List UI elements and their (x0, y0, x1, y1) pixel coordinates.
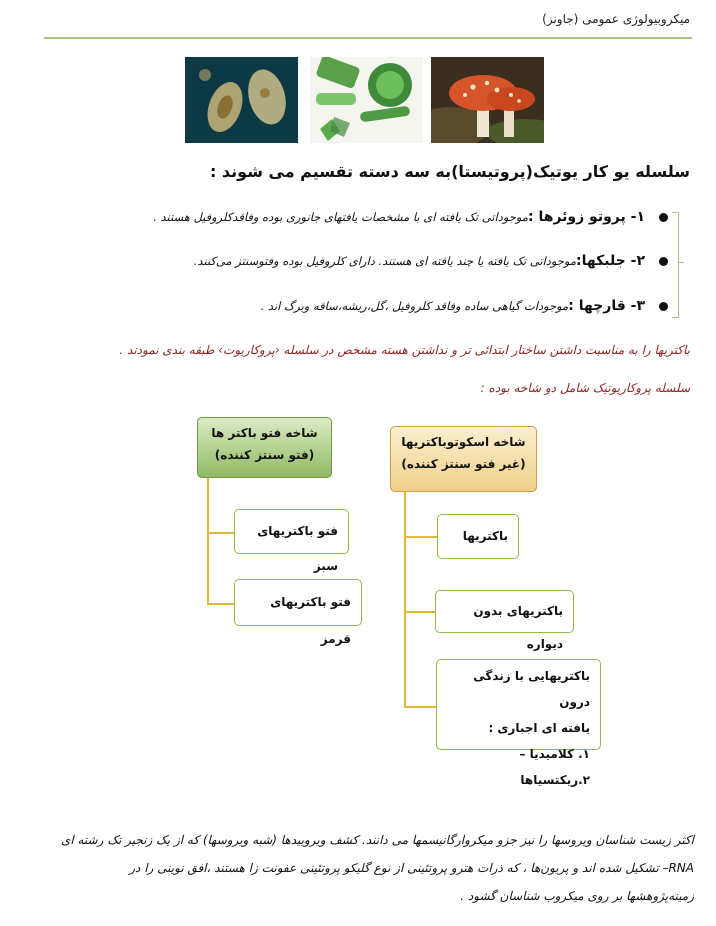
paragraph-line: زمینه‌پژوهشها بر روی میکروب شناسان گشود . (460, 889, 694, 903)
photo-branch-link (207, 603, 234, 605)
paragraph-line: اکثر زیست شناسان ویروسها را نیز جزو میکروارگانیسمها می دانند. کشف ویروییدها (شبه ویروسها) که از یک زنجیر تک رشته ای (60, 833, 694, 847)
item-term: ۲- جلبکها: (576, 253, 645, 269)
obligate-line-3: ۱. کلامیدیا – ۲.ریکتسیاها (519, 747, 590, 787)
item-desc: موجوداتی تک یافته یا چند یافته ای هستند. دارای کلروفیل بوده وفتوسنتز می‌کنند. (193, 254, 576, 268)
scoto-branch-box (390, 426, 537, 492)
obligate-line-2: یافته ای اجباری : (488, 721, 590, 735)
list-item (261, 298, 668, 314)
red-photobacteria-box: فتو باکتریهای قرمز (234, 579, 362, 626)
item-desc: موجودات گیاهی ساده وفاقد کلروفیل ،گل،ریشه،ساقه وبرگ اند . (260, 299, 569, 313)
bacteria-box: باکتریها (437, 514, 519, 559)
item-term: ۳- قارچها : (568, 298, 645, 314)
list-item (153, 209, 668, 225)
bullet-icon (659, 257, 668, 266)
photo-branch-connector (207, 478, 209, 604)
photo-branch-box (197, 417, 332, 478)
photo-branch-subtitle: (فتو سنتز کننده) (214, 448, 315, 462)
list-bracket-tick (678, 262, 684, 263)
mushroom-photo (431, 57, 544, 143)
section-title: سلسله یو کار یوتیک(پروتیستا)به سه دسته تقسیم می شوند : (209, 162, 690, 181)
item-term: ۱- پروتو زوئرها : (528, 209, 645, 225)
header-divider (44, 37, 692, 39)
wall-less-bacteria-box: باکتریهای بدون دیواره (435, 590, 574, 633)
obligate-intracellular-box (436, 659, 601, 787)
branches-note: سلسله پروکاریوتیک شامل دو شاخه بوده : (480, 381, 690, 395)
list-item (194, 253, 668, 269)
paragraph-line: RNA– تشکیل شده اند و پریون‌ها ، که ذرات هترو پروتئینی از نوع گلیکو پروتئینی عفونت زا هستند ،افق نوینی را در (129, 861, 694, 875)
protozoa-photo (185, 57, 298, 143)
scoto-branch-title: شاخه اسکوتوباکتریها (401, 435, 526, 449)
green-photobacteria-box: فتو باکتریهای سبز (234, 509, 349, 554)
bullet-icon (659, 213, 668, 222)
page-header: میکروبیولوژی عمومی (جاونز) (542, 12, 690, 26)
scoto-branch-link (404, 706, 436, 708)
scoto-branch-link (404, 536, 437, 538)
bullet-icon (659, 302, 668, 311)
prokaryote-note: باکتریها را به مناسبت داشتن ساختار ابتدائی تر و نداشتن هسته مشخص در سلسله ‹پروکاریوت› طبقه بندی نمودند . (119, 343, 690, 357)
scoto-branch-connector (404, 492, 406, 707)
item-desc: موجوداتی تک یافته ای با مشخصات یافتهای جانوری بوده وفاقدکلروفیل هستند . (153, 210, 529, 224)
algae-photo (310, 57, 423, 143)
scoto-branch-link (404, 611, 435, 613)
photo-branch-link (207, 532, 234, 534)
scoto-branch-subtitle: (غیر فتو سنتز کننده) (401, 457, 526, 471)
obligate-line-1: باکتریهایی با زندگی درون (473, 669, 590, 709)
photo-branch-title: شاخه فتو باکتر ها (211, 426, 318, 440)
list-bracket (672, 212, 679, 318)
